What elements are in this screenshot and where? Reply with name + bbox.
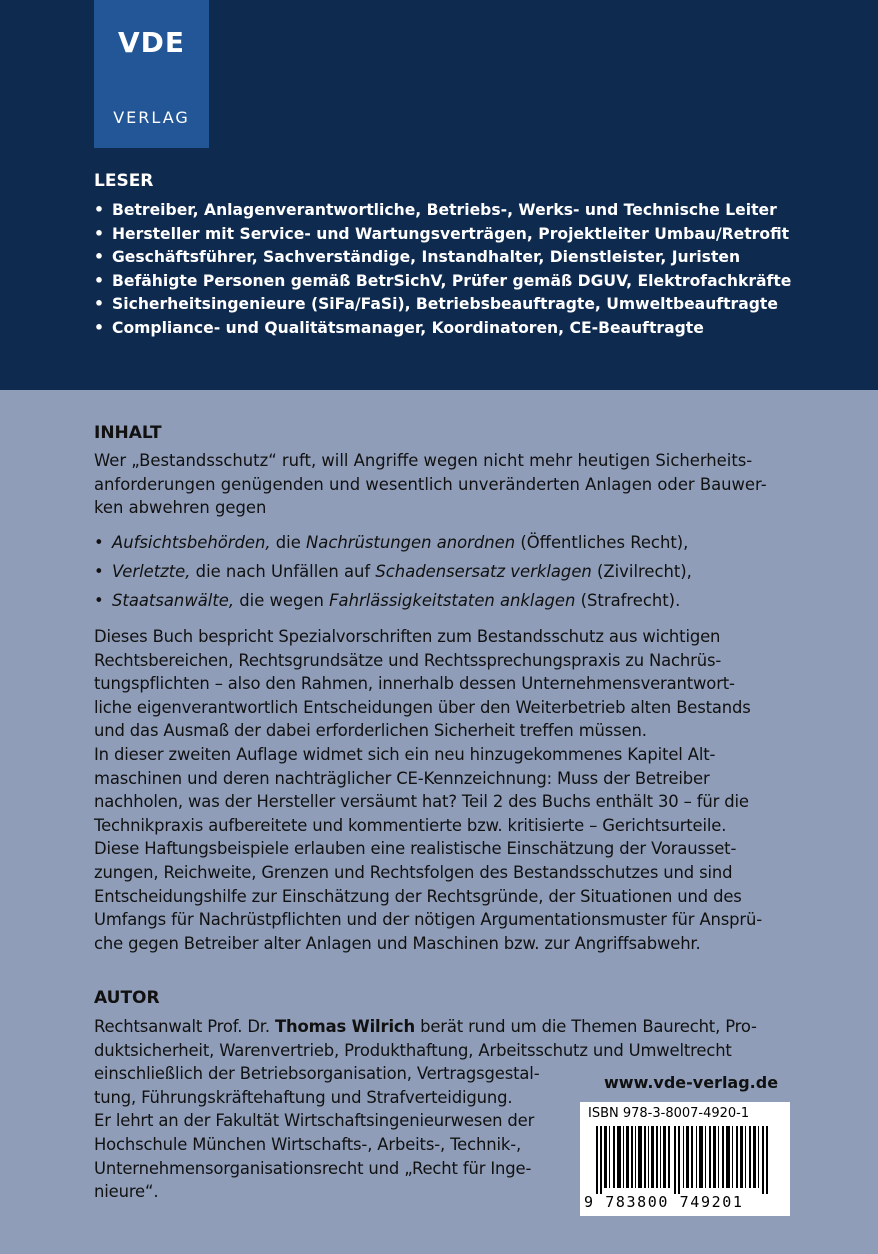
text: berät rund um die Themen Baurecht, Pro-	[415, 1017, 757, 1036]
text-line: tung, Führungskräftehaftung und Strafverteidigung.	[94, 1087, 513, 1107]
bullet: •	[94, 271, 104, 290]
logo-verlag-text: VERLAG	[113, 108, 190, 127]
italic-text: Aufsichtsbehörden,	[112, 533, 271, 552]
italic-text: Schadensersatz verklagen	[375, 562, 592, 581]
text-line: maschinen und deren nachträglicher CE-Kennzeichnung: Muss der Betreiber	[94, 768, 710, 788]
isbn-barcode-box	[580, 1102, 790, 1216]
text-line: Hochschule München Wirtschafts-, Arbeits-, Technik-,	[94, 1134, 522, 1154]
text-line	[94, 1015, 757, 1039]
autor-heading: AUTOR	[94, 988, 160, 1008]
barcode-icon	[586, 1126, 784, 1194]
text: die	[270, 533, 307, 552]
text-line: und das Ausmaß der dabei erforderlichen Sicherheit treffen müssen.	[94, 721, 647, 741]
bullet: •	[94, 224, 104, 243]
text-line: Rechtsbereichen, Rechtsgrundsätze und Rechtssprechungspraxis zu Nachrüs-	[94, 650, 722, 670]
text-line: Er lehrt an der Fakultät Wirtschaftsingenieurwesen der	[94, 1111, 535, 1131]
text-line: Unternehmensorganisationsrecht und „Recht für Inge-	[94, 1158, 532, 1178]
bullet: •	[94, 591, 104, 610]
text: (Öffentliches Recht),	[515, 533, 689, 552]
text: (Strafrecht).	[575, 591, 681, 610]
text-line: Umfangs für Nachrüstpflichten und der nötigen Argumentationsmuster für Ansprü-	[94, 910, 762, 930]
leser-item	[94, 317, 791, 341]
leser-list	[94, 199, 791, 341]
bullet: •	[94, 248, 104, 267]
leser-item-text: Betreiber, Anlagenverantwortliche, Betriebs-, Werks- und Technische Leiter	[112, 201, 777, 219]
bullet: •	[94, 295, 104, 314]
text-line: In dieser zweiten Auflage widmet sich ein neu hinzugekommenes Kapitel Alt-	[94, 744, 716, 764]
inhalt-bullet-item	[94, 560, 692, 589]
leser-item-text: Hersteller mit Service- und Wartungsverträgen, Projektleiter Umbau/Retrofit	[112, 224, 790, 243]
text-line: anforderungen genügenden und wesentlich unveränderten Anlagen oder Bauwer-	[94, 474, 767, 494]
author-name: Thomas Wilrich	[275, 1017, 416, 1036]
text: die wegen	[234, 591, 330, 610]
leser-heading: LESER	[94, 171, 154, 191]
leser-item	[94, 223, 791, 247]
bullet: •	[94, 201, 104, 219]
vde-verlag-logo	[94, 0, 209, 148]
leser-item-text: Sicherheitsingenieure (SiFa/FaSi), Betriebsbeauftragte, Umweltbeauftragte	[112, 295, 778, 314]
inhalt-intro	[94, 449, 767, 520]
italic-text: Verletzte,	[112, 562, 191, 581]
italic-text: Staatsanwälte,	[112, 591, 235, 610]
text-line: Dieses Buch bespricht Spezialvorschriften zum Bestandsschutz aus wichtigen	[94, 627, 721, 646]
text-line: Technikpraxis aufbereitete und kommentierte bzw. kritisierte – Gerichtsurteile.	[94, 815, 727, 835]
text-line: liche eigenverantwortlich Entscheidungen über den Weiterbetrieb alten Bestands	[94, 697, 751, 717]
italic-text: Fahrlässigkeitstaten anklagen	[329, 591, 576, 610]
logo-vde-text: VDE	[117, 26, 186, 59]
text-line: Diese Haftungsbeispiele erlauben eine realistische Einschätzung der Vorausset-	[94, 839, 737, 859]
inhalt-body	[94, 625, 762, 955]
isbn-digits: 9 783800 749201	[584, 1193, 744, 1211]
text-line: Entscheidungshilfe zur Einschätzung der Rechtsgründe, der Situationen und des	[94, 886, 742, 906]
isbn-label: ISBN 978-3-8007-4920-1	[588, 1106, 750, 1121]
bullet: •	[94, 318, 104, 337]
text-line: duktsicherheit, Warenvertrieb, Produkthaftung, Arbeitsschutz und Umweltrecht	[94, 1040, 732, 1060]
bullet: •	[94, 533, 104, 552]
text-line: che gegen Betreiber alter Anlagen und Maschinen bzw. zur Angriffsabwehr.	[94, 933, 701, 953]
website-url: www.vde-verlag.de	[604, 1073, 779, 1092]
italic-text: Nachrüstungen anordnen	[306, 533, 516, 552]
leser-item	[94, 293, 791, 317]
inhalt-bullet-item	[94, 589, 692, 618]
text-line: ken abwehren gegen	[94, 498, 267, 518]
inhalt-bullet-list	[94, 531, 692, 618]
header-panel	[0, 0, 878, 390]
leser-item	[94, 199, 791, 223]
text-line: Wer „Bestandsschutz“ ruft, will Angriffe wegen nicht mehr heutigen Sicherheits-	[94, 451, 753, 470]
text: Rechtsanwalt Prof. Dr.	[94, 1017, 275, 1036]
text-line: tungspflichten – also den Rahmen, innerhalb dessen Unternehmensverantwort-	[94, 674, 735, 694]
leser-item-text: Befähigte Personen gemäß BetrSichV, Prüfer gemäß DGUV, Elektrofachkräfte	[112, 271, 792, 290]
leser-item	[94, 246, 791, 270]
leser-item-text: Geschäftsführer, Sachverständige, Instandhalter, Dienstleister, Juristen	[112, 248, 741, 267]
bullet: •	[94, 562, 104, 581]
leser-item-text: Compliance- und Qualitätsmanager, Koordinatoren, CE-Beauftragte	[112, 318, 704, 337]
inhalt-bullet-item	[94, 531, 692, 560]
text-line: einschließlich der Betriebsorganisation, Vertragsgestal-	[94, 1064, 540, 1084]
text: die nach Unfällen auf	[190, 562, 376, 581]
leser-item	[94, 270, 791, 294]
text-line: nachholen, was der Hersteller versäumt hat? Teil 2 des Buchs enthält 30 – für die	[94, 792, 749, 812]
text: (Zivilrecht),	[591, 562, 692, 581]
text-line: nieure“.	[94, 1182, 159, 1202]
text-line: zungen, Reichweite, Grenzen und Rechtsfolgen des Bestandsschutzes und sind	[94, 862, 733, 882]
inhalt-heading: INHALT	[94, 423, 162, 443]
